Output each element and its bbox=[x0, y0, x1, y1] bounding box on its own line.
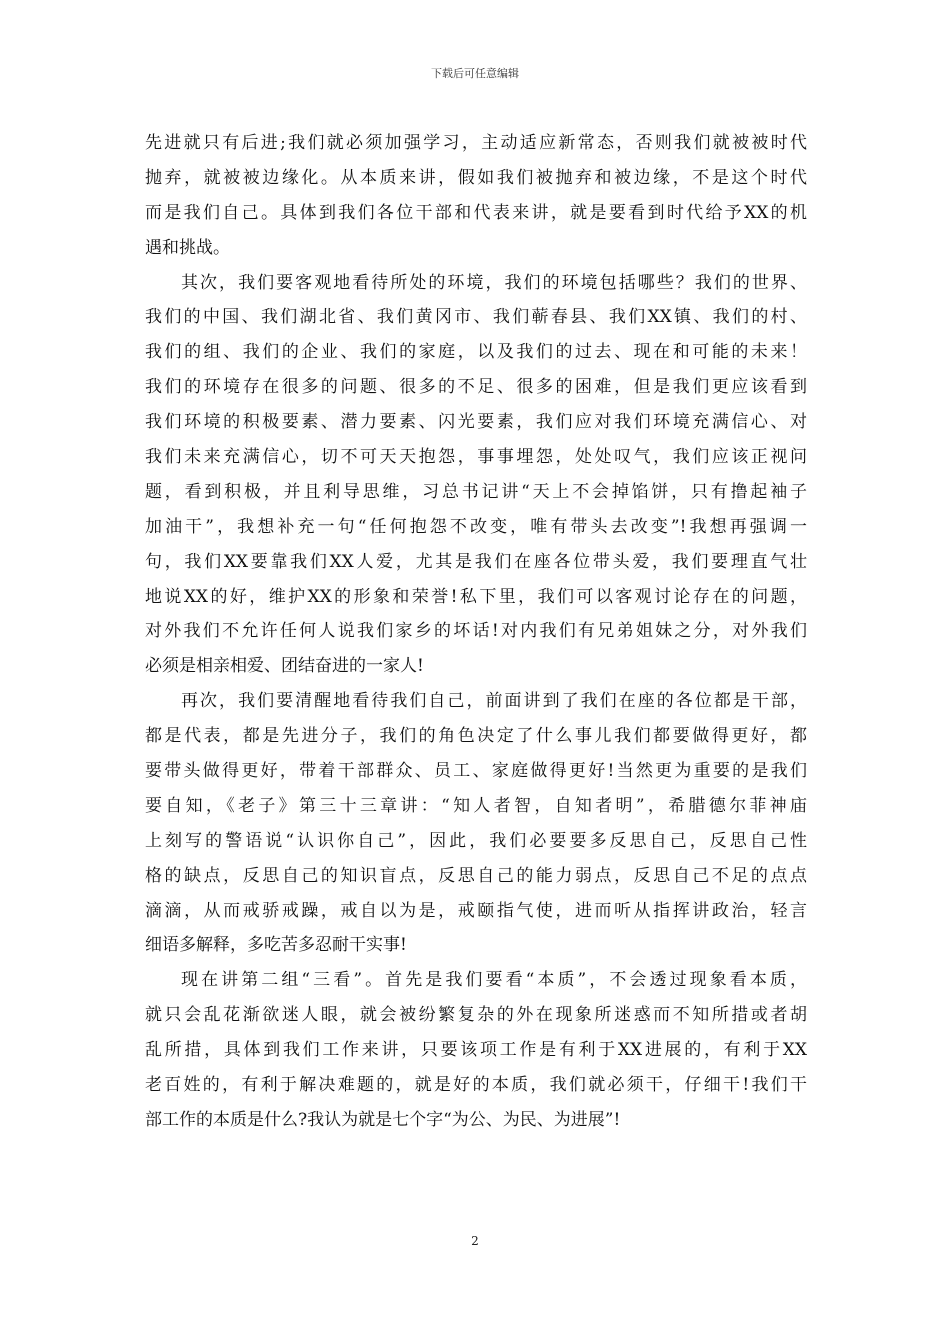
text-line: 乱所措，具体到我们工作来讲，只要该项工作是有利于XX进展的，有利于XX bbox=[145, 1040, 807, 1061]
text-line: 对外我们不允许任何人说我们家乡的坏话!对内我们有兄弟姐妹之分，对外我们 bbox=[145, 621, 807, 642]
text-line: 细语多解释，多吃苦多忍耐干实事! bbox=[145, 935, 407, 956]
page-number: 2 bbox=[471, 1234, 479, 1248]
text-line: 滴滴，从而戒骄戒躁，戒自以为是，戒颐指气使，进而听从指挥讲政治，轻言 bbox=[145, 900, 807, 921]
text-line: 我们的环境存在很多的问题、很多的不足、很多的困难，但是我们更应该看到 bbox=[145, 377, 807, 398]
text-line: 老百姓的，有利于解决难题的，就是好的本质，我们就必须干，仔细干!我们干 bbox=[145, 1075, 807, 1096]
text-line: 我们环境的积极要素、潜力要素、闪光要素，我们应对我们环境充满信心、对 bbox=[145, 412, 807, 433]
text-line: 我们的组、我们的企业、我们的家庭，以及我们的过去、现在和可能的未来！ bbox=[145, 342, 807, 363]
text-line: 必须是相亲相爱、团结奋进的一家人! bbox=[145, 656, 424, 677]
text-line: 上刻写的警语说“认识你自己”，因此，我们必要要多反思自己，反思自己性 bbox=[145, 830, 807, 851]
text-line: 题，看到积极，并且利导思维，习总书记讲“天上不会掉馅饼，只有撸起袖子 bbox=[145, 481, 807, 502]
text-line: 都是代表，都是先进分子，我们的角色决定了什么事儿我们都要做得更好，都 bbox=[145, 726, 807, 747]
text-line: 我们未来充满信心，切不可天天抱怨，事事埋怨，处处叹气，我们应该正视问 bbox=[145, 447, 807, 468]
text-line: 我们的中国、我们湖北省、我们黄冈市、我们蕲春县、我们XX镇、我们的村、 bbox=[145, 307, 807, 328]
text-line: 其次，我们要客观地看待所处的环境，我们的环境包括哪些？我们的世界、 bbox=[181, 272, 807, 293]
text-line: 现在讲第二组“三看”。首先是我们要看“本质”，不会透过现象看本质， bbox=[181, 970, 807, 991]
page-header: 下载后可任意编辑 bbox=[431, 67, 519, 80]
text-line: 要自知，《老子》第三十三章讲：“知人者智，自知者明”，希腊德尔菲神庙 bbox=[145, 795, 807, 816]
text-line: 部工作的本质是什么?我认为就是七个字“为公、为民、为进展”! bbox=[145, 1109, 621, 1130]
text-line: 句，我们XX要靠我们XX人爱，尤其是我们在座各位带头爱，我们要理直气壮 bbox=[145, 551, 807, 572]
text-line: 格的缺点，反思自己的知识盲点，反思自己的能力弱点，反思自己不足的点点 bbox=[145, 865, 807, 886]
paragraph bbox=[145, 684, 807, 963]
text-line: 地说XX的好，维护XX的形象和荣誉!私下里，我们可以客观讨论存在的问题， bbox=[145, 586, 807, 607]
text-line: 就只会乱花渐欲迷人眼，就会被纷繁复杂的外在现象所迷惑而不知所措或者胡 bbox=[145, 1005, 807, 1026]
text-line: 加油干”，我想补充一句“任何抱怨不改变，唯有带头去改变”!我想再强调一 bbox=[145, 516, 807, 537]
document-body bbox=[145, 126, 807, 1138]
paragraph bbox=[145, 126, 807, 266]
text-line: 而是我们自己。具体到我们各位干部和代表来讲，就是要看到时代给予XX的机 bbox=[145, 202, 807, 223]
paragraph bbox=[145, 266, 807, 685]
text-line: 要带头做得更好，带着干部群众、员工、家庭做得更好!当然更为重要的是我们 bbox=[145, 761, 807, 782]
text-line: 遇和挑战。 bbox=[145, 237, 230, 258]
text-line: 抛弃，就被被边缘化。从本质来讲，假如我们被抛弃和被边缘，不是这个时代 bbox=[145, 167, 807, 188]
text-line: 先进就只有后进;我们就必须加强学习，主动适应新常态，否则我们就被被时代 bbox=[145, 133, 807, 153]
text-line: 再次，我们要清醒地看待我们自己，前面讲到了我们在座的各位都是干部， bbox=[181, 691, 807, 712]
paragraph bbox=[145, 963, 807, 1137]
